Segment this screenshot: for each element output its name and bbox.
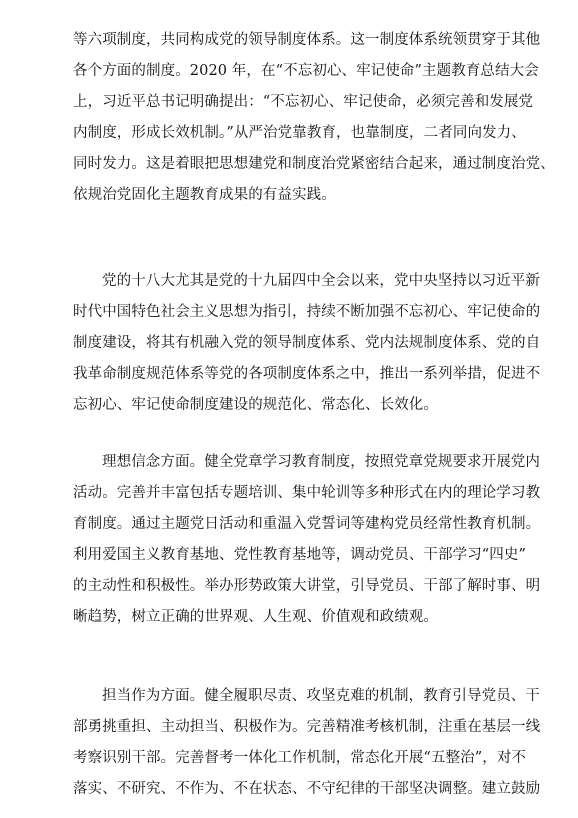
text-line: 时代中国特色社会主义思想为指引，持续不断加强不忘初心、牢记使命的 bbox=[73, 304, 541, 320]
paragraph-2 bbox=[73, 266, 541, 421]
text-line: 忘初心、牢记使命制度建设的规范化、常态化、长效化。 bbox=[73, 397, 438, 413]
text-line: 部勇挑重担、主动担当、积极作为。完善精准考核机制，注重在基层一线 bbox=[73, 719, 541, 735]
text-line: 活动。完善并丰富包括专题培训、集中轮训等多种形式在内的理论学习教 bbox=[73, 485, 541, 501]
text-line: 理想信念方面。健全党章学习教育制度，按照党章党规要求开展党内 bbox=[102, 454, 540, 470]
text-line: 落实、不研究、不作为、不在状态、不守纪律的干部坚决调整。建立鼓励 bbox=[73, 781, 541, 797]
text-line: 等六项制度，共同构成党的领导制度体系。这一制度体系统领贯穿于其他 bbox=[73, 32, 541, 48]
text-line: 内制度，形成长效机制。”从严治党靠教育，也靠制度，二者同向发力、 bbox=[73, 125, 526, 141]
text-line: 同时发力。这是着眼把思想建党和制度治党紧密结合起来，通过制度治党、 bbox=[73, 156, 555, 172]
text-line: 上，习近平总书记明确提出：“不忘初心、牢记使命，必须完善和发展党 bbox=[73, 94, 534, 110]
paragraph-3 bbox=[73, 447, 541, 633]
paragraph-1 bbox=[73, 25, 555, 211]
text-line: 党的十八大尤其是党的十九届四中全会以来，党中央坚持以习近平新 bbox=[102, 273, 540, 289]
text-line: 我革命制度规范体系等党的各项制度体系之中，推出一系列举措，促进不 bbox=[73, 366, 541, 382]
text-line: 的主动性和积极性。举办形势政策大讲堂，引导党员、干部了解时事、明 bbox=[73, 578, 541, 594]
text-line: 各个方面的制度。2020 年，在“不忘初心、牢记使命”主题教育总结大会 bbox=[73, 63, 539, 79]
text-line: 育制度。通过主题党日活动和重温入党誓词等建构党员经常性教育机制。 bbox=[73, 516, 541, 532]
text-line: 制度建设，将其有机融入党的领导制度体系、党内法规制度体系、党的自 bbox=[73, 335, 541, 351]
text-line: 担当作为方面。健全履职尽责、攻坚克难的机制，教育引导党员、干 bbox=[102, 688, 540, 704]
text-line: 考察识别干部。完善督考一体化工作机制，常态化开展“五整治”，对不 bbox=[73, 750, 527, 766]
text-line: 依规治党固化主题教育成果的有益实践。 bbox=[73, 187, 336, 203]
text-line: 利用爱国主义教育基地、党性教育基地等，调动党员、干部学习“四史” bbox=[73, 547, 527, 563]
paragraph-4 bbox=[73, 681, 541, 805]
text-line: 晰趋势，树立正确的世界观、人生观、价值观和政绩观。 bbox=[73, 609, 438, 625]
